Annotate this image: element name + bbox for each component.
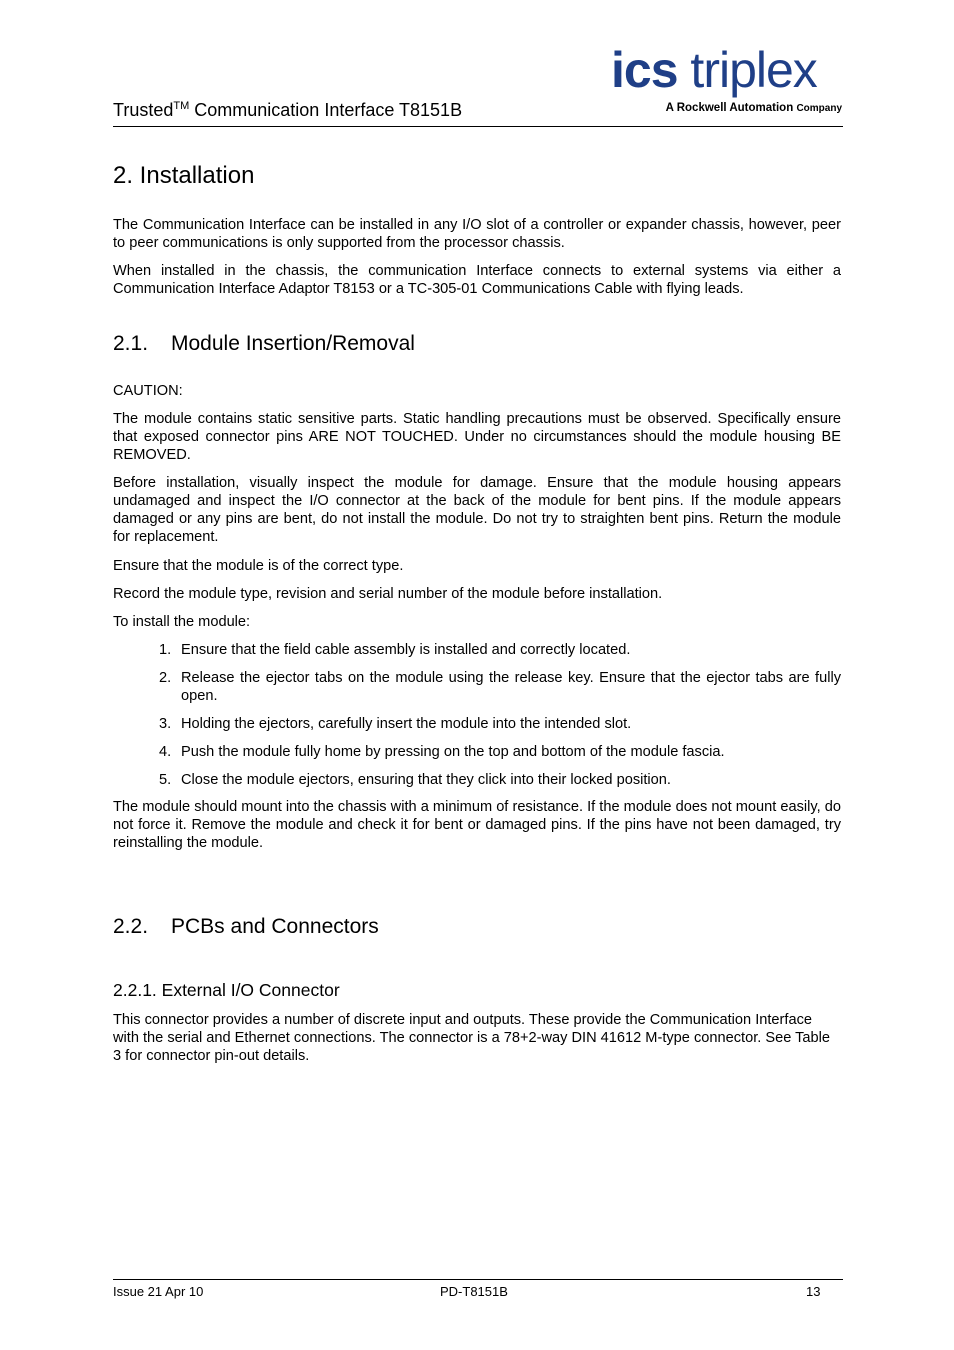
paragraph-text: Ensure that the module is of the correct type. xyxy=(113,558,404,574)
trademark-superscript: TM xyxy=(173,100,190,112)
step-text: Close the module ejectors, ensuring that they click into their locked position. xyxy=(181,772,671,788)
logo-wordmark xyxy=(611,44,817,96)
step-number: 3. xyxy=(159,716,172,732)
section-2-paragraph-1 xyxy=(113,216,841,252)
paragraph-text: Before installation, visually inspect the module for damage. Ensure that the module housing appears undamaged and inspect the I/O connector at the back of the module for bent pins. If the module appears damaged or any pins are bent, do not install the module. Do not try to straighten bent pins. Return the module for replacement. xyxy=(113,475,841,545)
footer-doc-id: PD-T8151B xyxy=(440,1284,508,1299)
caution-label xyxy=(113,382,841,400)
paragraph-text: When installed in the chassis, the communication Interface connects to external systems via either a Communication Interface Adaptor T8153 or a TC-305-01 Communications Cable with flying leads. xyxy=(113,263,841,297)
logo-tagline xyxy=(666,101,842,116)
section-2-1-heading xyxy=(113,331,415,357)
header-title-main: Trusted xyxy=(113,100,174,120)
correct-type-paragraph xyxy=(113,557,841,575)
step-number: 1. xyxy=(159,642,172,658)
section-2-1-number: 2.1. xyxy=(113,332,149,355)
step-text: Push the module fully home by pressing on the top and bottom of the module fascia. xyxy=(181,744,725,760)
section-2-2-title: PCBs and Connectors xyxy=(171,915,379,938)
section-2-title: 2. Installation xyxy=(113,162,255,189)
footer-page-number: 13 xyxy=(806,1284,821,1299)
paragraph-text: CAUTION: xyxy=(113,383,183,399)
mounting-paragraph xyxy=(113,798,841,852)
step-number: 4. xyxy=(159,744,172,760)
step-number: 5. xyxy=(159,772,172,788)
paragraph-text: The module contains static sensitive parts. Static handling precautions must be observed. Specifically ensure that exposed connector pins ARE NOT TOUCHED. Under no circumstances should the module housing BE REMOVED. xyxy=(113,411,841,463)
section-2-1-title: Module Insertion/Removal xyxy=(171,332,415,355)
install-step xyxy=(159,669,841,705)
header-rule xyxy=(113,126,843,127)
logo-text-bold: ics xyxy=(611,42,678,98)
paragraph-text: Record the module type, revision and serial number of the module before installation. xyxy=(113,586,663,602)
section-2-2-1-heading: 2.2.1. External I/O Connector xyxy=(113,980,340,1000)
inspection-paragraph xyxy=(113,474,841,546)
footer-rule xyxy=(113,1279,843,1280)
logo-tagline-small: Company xyxy=(796,103,842,114)
install-step xyxy=(159,771,841,789)
install-step xyxy=(159,715,841,733)
step-text: Ensure that the field cable assembly is installed and correctly located. xyxy=(181,642,631,658)
footer-issue: Issue 21 Apr 10 xyxy=(113,1284,204,1299)
ics-triplex-logo xyxy=(611,44,843,120)
record-paragraph xyxy=(113,585,841,603)
step-text: Release the ejector tabs on the module using the release key. Ensure that the ejector tabs are fully open. xyxy=(181,670,841,704)
step-text: Holding the ejectors, carefully insert the module into the intended slot. xyxy=(181,716,632,732)
running-header-title xyxy=(113,99,462,121)
step-number: 2. xyxy=(159,670,172,686)
install-step xyxy=(159,743,841,761)
logo-text-light: triplex xyxy=(690,42,817,98)
install-step xyxy=(159,641,841,659)
connector-paragraph xyxy=(113,1011,841,1065)
section-2-2-number: 2.2. xyxy=(113,915,149,938)
paragraph-text: The module should mount into the chassis with a minimum of resistance. If the module does not mount easily, do not force it. Remove the module and check it for bent or damaged pins. If the pins have not been damaged, try reinstalling the module. xyxy=(113,799,841,851)
to-install-paragraph xyxy=(113,613,841,631)
logo-tagline-main: A Rockwell Automation xyxy=(665,102,794,114)
paragraph-text: To install the module: xyxy=(113,614,251,630)
header-title-rest: Communication Interface T8151B xyxy=(194,100,463,120)
section-2-paragraph-2 xyxy=(113,262,841,298)
paragraph-text: This connector provides a number of discrete input and outputs. These provide the Communication Interface with the serial and Ethernet connections. The connector is a 78+2-way DIN 41612 M-type connector. See Table 3 for connector pin-out details. xyxy=(113,1012,831,1064)
static-warning-paragraph xyxy=(113,410,841,464)
section-2-2-heading xyxy=(113,914,379,940)
paragraph-text: The Communication Interface can be installed in any I/O slot of a controller or expander chassis, however, peer to peer communications is only supported from the processor chassis. xyxy=(113,217,841,251)
